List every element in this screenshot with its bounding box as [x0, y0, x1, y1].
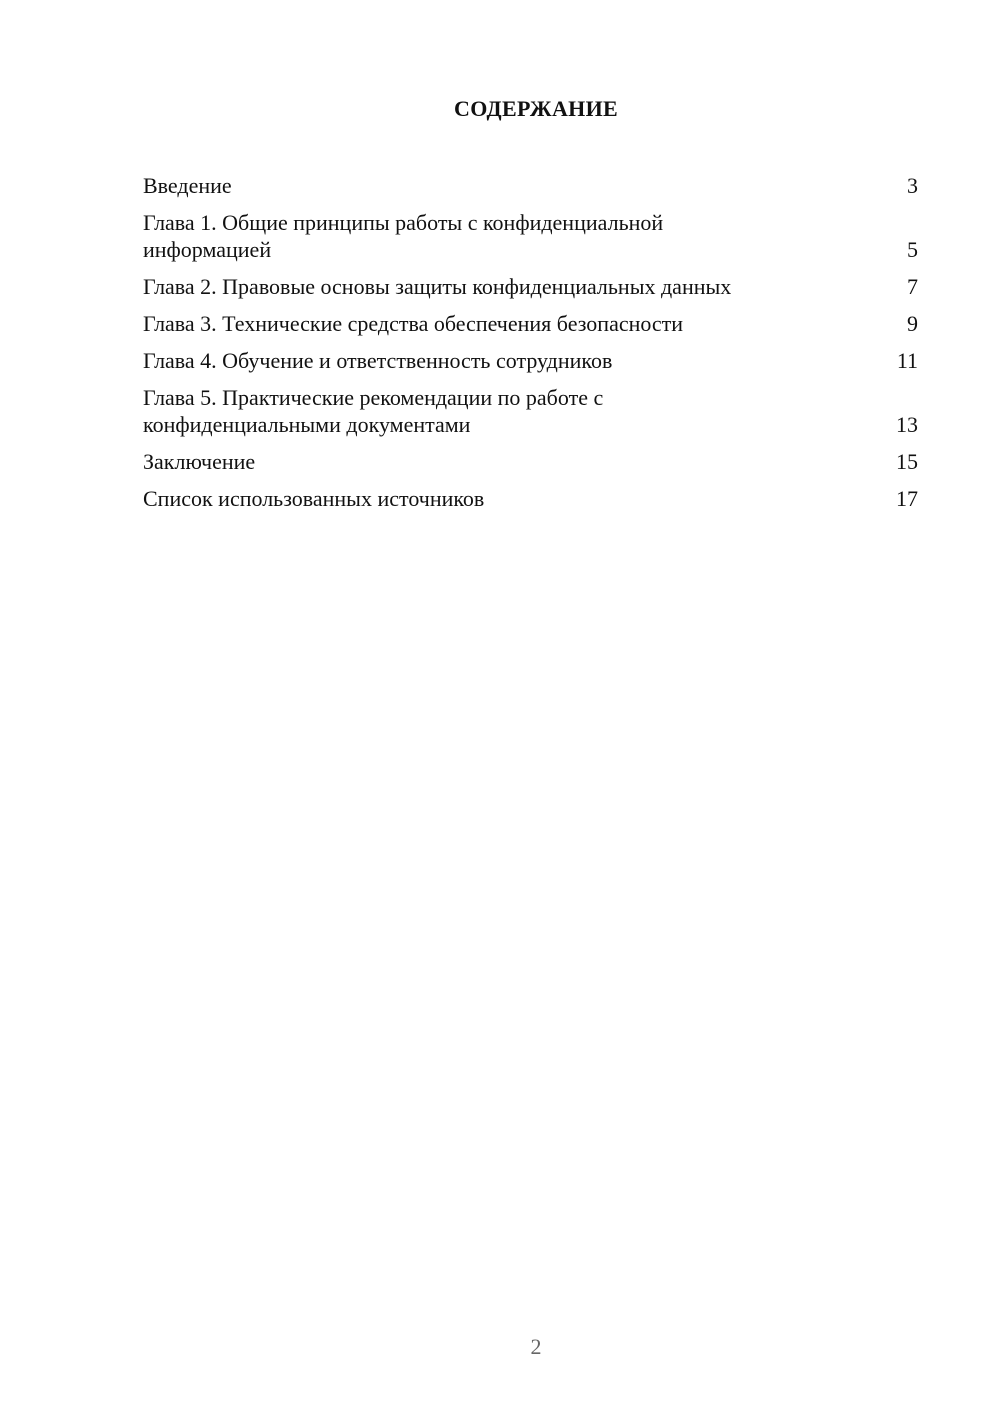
- toc-entry-conclusion: [143, 448, 918, 475]
- toc-entry-page: 11: [896, 348, 918, 373]
- toc-entry-chapter-1: [143, 209, 918, 263]
- toc-entry-title: Введение: [143, 173, 232, 198]
- toc-entry-title: Глава 1. Общие принципы работы с конфиденциальной информацией: [143, 210, 664, 262]
- toc-entry-title: Глава 2. Правовые основы защиты конфиденциальных данных: [143, 274, 732, 299]
- toc-entry-chapter-4: [143, 347, 918, 374]
- toc-entry-page: 7: [907, 274, 918, 299]
- toc-entry-title: Заключение: [143, 449, 256, 474]
- toc-entry-title: Список использованных источников: [143, 486, 485, 511]
- toc-entry-introduction: [143, 172, 918, 199]
- toc-entry-page: 5: [907, 237, 918, 262]
- toc-entry-page: 15: [896, 449, 918, 474]
- toc-entry-page: 9: [907, 311, 918, 336]
- toc-entry-title: Глава 4. Обучение и ответственность сотрудников: [143, 348, 613, 373]
- table-of-contents: [143, 172, 918, 522]
- toc-entry-page: 13: [896, 412, 918, 437]
- toc-entry-chapter-2: [143, 273, 918, 300]
- toc-heading: СОДЕРЖАНИЕ: [454, 96, 618, 121]
- toc-entry-chapter-5: [143, 384, 918, 438]
- toc-entry-page: 3: [907, 173, 918, 198]
- toc-entry-page: 17: [896, 486, 918, 511]
- toc-entry-title: Глава 5. Практические рекомендации по работе с конфиденциальными документами: [143, 385, 604, 437]
- page-number: 2: [530, 1334, 542, 1359]
- toc-entry-title: Глава 3. Технические средства обеспечения безопасности: [143, 311, 684, 336]
- toc-entry-chapter-3: [143, 310, 918, 337]
- toc-entry-references: [143, 485, 918, 512]
